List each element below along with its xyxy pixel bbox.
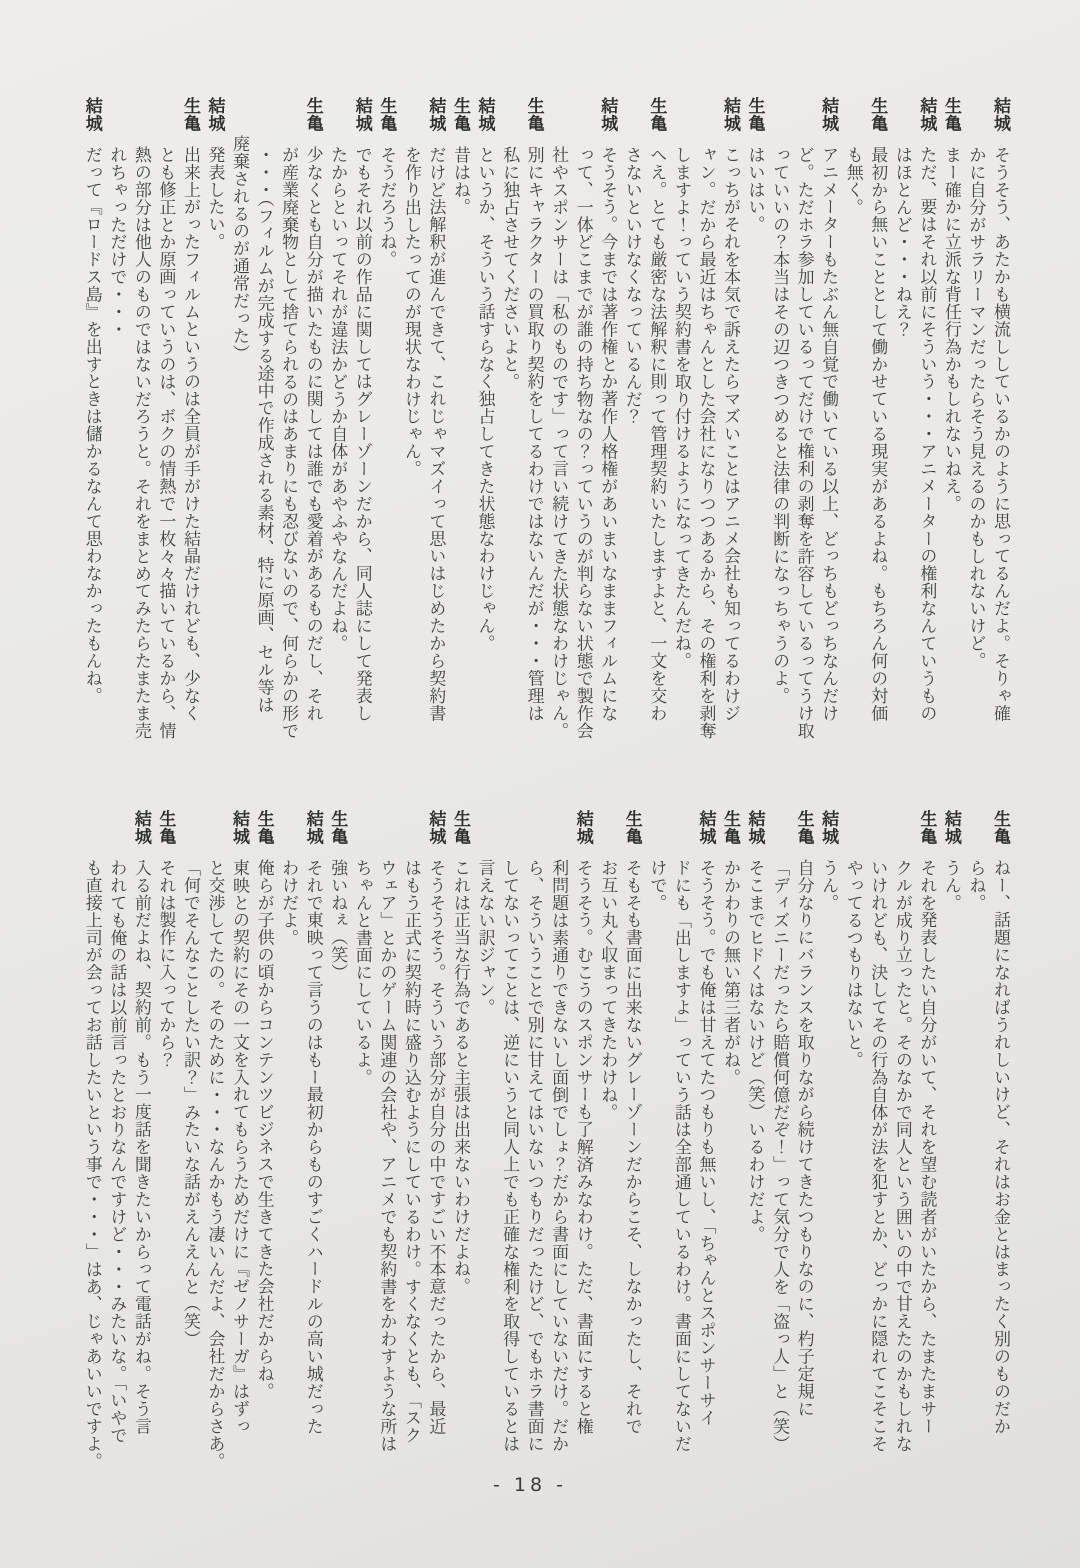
speaker-name: 結城 [940, 810, 961, 845]
dialogue-text: そうそう。むこうのスポンサーも了解済みなわけ。ただ、書面にすると権 [572, 858, 593, 1435]
speaker-name: 生亀 [327, 810, 348, 845]
dialogue-text: 「何でそんなことしたい訳？」みたいな話がえんえんと（笑） [179, 858, 200, 1348]
dialogue-text: 最初から無いこととして働かせている現実があるよね。もちろん何の対価 [867, 145, 888, 722]
speaker-name: 結城 [425, 810, 446, 845]
dialogue-text: お互い丸く収まってきたわけね。 [597, 858, 618, 1121]
dialogue-text: うん。 [818, 858, 839, 912]
dialogue-continuation-column [227, 97, 252, 795]
dialogue-text: とも修正とか原画っていうのは、ボクの情熱で一枚々々描いているから、情 [155, 145, 176, 740]
dialogue-continuation-column [276, 810, 301, 1551]
speaker-name: 生亀 [253, 810, 274, 845]
speaker-name: 結城 [130, 810, 151, 845]
speaker-name: 結城 [302, 810, 323, 845]
dialogue-column [644, 97, 669, 757]
dialogue-text: ・・・（フィルムが完成する途中で作成される素材、特に原画、セル等は [253, 145, 274, 714]
dialogue-text: けで。 [646, 858, 667, 912]
dialogue-column [423, 97, 448, 757]
speaker-name: 結城 [425, 97, 446, 132]
dialogue-continuation-column [497, 810, 522, 1551]
dialogue-text: らね。 [965, 858, 986, 912]
dialogue-column [914, 97, 939, 757]
dialogue-column [202, 97, 227, 757]
dialogue-continuation-column [546, 810, 571, 1551]
dialogue-column [374, 97, 399, 757]
dialogue-column [717, 97, 742, 757]
dialogue-column [717, 810, 742, 1502]
speaker-name: 結城 [597, 97, 618, 132]
dialogue-continuation-column [840, 810, 865, 1551]
speaker-name: 生亀 [990, 810, 1010, 845]
speaker-name: 結城 [990, 97, 1010, 132]
dialogue-column [987, 810, 1012, 1502]
dialogue-text: ただ、要はそれ以前にそういう・・・アニメーターの権利なんていうもの [916, 145, 937, 722]
speaker-name: 結城 [719, 97, 740, 132]
dialogue-column [619, 810, 644, 1502]
dialogue-continuation-column [570, 97, 595, 806]
dialogue-column [227, 810, 252, 1502]
dialogue-continuation-column [767, 810, 792, 1551]
speaker-name: 生亀 [867, 97, 888, 132]
page-number: - 18 - [493, 1474, 567, 1496]
dialogue-continuation-column [865, 810, 890, 1551]
dialogue-text: しますよ！っていう契約書を取り付けるようになってきたんだね。 [670, 145, 691, 670]
dialogue-continuation-column [177, 810, 202, 1551]
dialogue-text: 私に独占させてくださいよと。 [499, 145, 520, 391]
dialogue-text: ど。ただホラ参加しているってだけで権利の剥奪を許容しているってうけ取 [793, 145, 814, 740]
dialogue-continuation-column [595, 810, 620, 1551]
dialogue-continuation-column [644, 810, 669, 1551]
speaker-name: 結城 [744, 810, 765, 845]
speaker-name: 結城 [818, 97, 839, 132]
dialogue-text: 発表したい。 [204, 145, 225, 251]
dialogue-text: 俺らが子供の頃からコンテンツビジネスで生きてきた会社だからね。 [253, 858, 274, 1400]
dialogue-text: っていいの？本当はその辺つきつめると法律の判断になっちゃうのよ。 [769, 145, 790, 705]
dialogue-text: 強いねぇ（笑） [327, 858, 348, 982]
dialogue-text: というか、そういう話すらなく独占してきた状態なわけじゃん。 [474, 145, 495, 652]
dialogue-continuation-column [767, 97, 792, 806]
dialogue-text: も直接上司が会ってお話したいという事で・・・」はあ、じゃあいいですよ。 [81, 858, 102, 1470]
dialogue-text: が産業廃棄物として捨てられるのはあまりにも忍びないので、何らかの形で [278, 145, 299, 740]
dialogue-text: れちゃっただけで・・・ [106, 145, 127, 338]
dialogue-text: それで東映って言うのはもー最初からものすごくハードルの高い城だった [302, 858, 323, 1435]
dialogue-text: たからといってそれが違法かどうか自体があやふやなんだよね。 [327, 145, 348, 652]
dialogue-text: はいはい。 [744, 145, 765, 234]
dialogue-text: さないといけなくなっているんだ？ [621, 145, 642, 426]
speaker-name: 生亀 [744, 97, 765, 132]
dialogue-continuation-column [251, 97, 276, 806]
dialogue-column [521, 97, 546, 757]
speaker-name: 生亀 [621, 810, 642, 845]
dialogue-text: 入る前だよね、契約前。もう一度話を聞きたいからって電話がね。そう言 [130, 858, 151, 1435]
dialogue-column [742, 97, 767, 757]
dialogue-text: 出来上がったフィルムというのは全員が手がけた結晶だけれども、少なく [179, 145, 200, 722]
dialogue-text: でもそれ以前の作品に関してはグレーゾーンだから、同人誌にして発表し [351, 145, 372, 722]
dialogue-text: それを発表したい自分がいて、それを望む読者がいたから、たまたまサー [916, 858, 937, 1435]
speaker-name: 生亀 [449, 810, 470, 845]
dialogue-text: って、一体どこまでが誰の持ち物なの？っていうのが判らない状態で製作会 [572, 145, 593, 740]
dialogue-continuation-column [963, 97, 988, 806]
speaker-name: 結城 [818, 810, 839, 845]
dialogue-text: 昔はね。 [449, 145, 470, 216]
dialogue-text: と交渉してたの。そのために・・・なんかもう凄いんだよ、会社だからさあ。 [204, 858, 225, 1470]
dialogue-column [742, 810, 767, 1502]
dialogue-text: 言えない訳ジャン。 [474, 858, 495, 1016]
dialogue-continuation-column [128, 97, 153, 806]
dialogue-continuation-column [104, 810, 129, 1551]
dialogue-continuation-column [374, 810, 399, 1551]
dialogue-continuation-column [79, 810, 104, 1551]
dialogue-text: 社やスポンサーは「私のものです」って言い続けてきた状態なわけじゃん。 [548, 145, 569, 740]
dialogue-text: はもう正式に契約時に盛り込むようにしているわけ。すくなくとも、「スク [400, 858, 421, 1444]
speaker-name: 結城 [81, 97, 102, 132]
speaker-name: 生亀 [793, 810, 814, 845]
dialogue-column [816, 97, 841, 757]
dialogue-column [447, 97, 472, 757]
dialogue-text: それは製作に入ってから？ [155, 858, 176, 1069]
dialogue-continuation-column [546, 97, 571, 806]
dialogue-column [79, 97, 104, 757]
dialogue-text: そうそう、あたかも横流ししているかのように思ってるんだよ。そりゃ確 [990, 145, 1010, 722]
dialogue-text: わけだよ。 [278, 858, 299, 947]
dialogue-text: そこまでヒドくはないけど（笑）いるわけだよ。 [744, 858, 765, 1243]
dialogue-text: これは正当な行為であると主張は出来ないわけだよね。 [449, 858, 470, 1296]
dialogue-text: クルが成り立ったと。そのなかで同人という囲いの中で甘えたのかもしれな [891, 858, 912, 1453]
dialogue-continuation-column [619, 97, 644, 806]
speaker-name: 生亀 [179, 97, 200, 132]
dialogue-text: も無く。 [842, 145, 863, 216]
speaker-name: 結城 [351, 97, 372, 132]
dialogue-continuation-column [668, 97, 693, 806]
dialogue-column [300, 97, 325, 757]
speaker-name: 結城 [474, 97, 495, 132]
dialogue-continuation-column [791, 97, 816, 806]
dialogue-text: やってるつもりはないと。 [842, 858, 863, 1069]
dialogue-column [570, 810, 595, 1502]
dialogue-column [914, 810, 939, 1502]
dialogue-text: 東映との契約にその一文を入れてもらうためだけに『ゼノサーガ』はずっ [229, 858, 250, 1435]
dialogue-text: してないってことは、逆にいうと同人上でも正確な権利を取得しているとは [499, 858, 520, 1453]
dialogue-text: へえ。とても厳密な法解釈に則って管理契約いたしますよと、一文を交わ [646, 145, 667, 722]
dialogue-column [865, 97, 890, 757]
dialogue-continuation-column [840, 97, 865, 806]
dialogue-column [423, 810, 448, 1502]
speaker-name: 結城 [695, 810, 716, 845]
dialogue-text: ちゃんと書面にしているよ。 [351, 858, 372, 1086]
speaker-name: 生亀 [302, 97, 323, 132]
dialogue-text: を作り出したってのが現状なわけじゃん。 [400, 145, 421, 478]
dialogue-text: だって『ロードス島』を出すときは儲かるなんて思わなかったもんね。 [81, 145, 102, 705]
dialogue-column [791, 810, 816, 1502]
dialogue-text: うん。 [940, 858, 961, 912]
dialogue-column [693, 810, 718, 1502]
dialogue-continuation-column [889, 810, 914, 1551]
dialogue-text: まー確かに立派な背任行為かもしれないねえ。 [940, 145, 961, 513]
dialogue-continuation-column [349, 810, 374, 1551]
dialogue-continuation-column [104, 97, 129, 806]
dialogue-continuation-column [153, 97, 178, 806]
dialogue-text: ウェア」とかのゲーム関連の会社や、アニメでも契約書をかわすような所は [376, 858, 397, 1453]
dialogue-continuation-column [202, 810, 227, 1551]
dialogue-text: そうだろうね。 [376, 145, 397, 269]
speaker-name: 結城 [204, 97, 225, 132]
dialogue-column [153, 810, 178, 1502]
dialogue-text: こっちがそれを本気で訴えたらマズいことはアニメ会社も知ってるわけジ [719, 145, 740, 722]
dialogue-continuation-column [325, 97, 350, 806]
speaker-name: 生亀 [916, 810, 937, 845]
dialogue-block-top [78, 97, 1012, 757]
dialogue-column [938, 810, 963, 1502]
dialogue-continuation-column [889, 97, 914, 806]
dialogue-column [816, 810, 841, 1502]
dialogue-column [325, 810, 350, 1502]
dialogue-text: そうそう。でも俺は甘えてたつもりも無いし、「ちゃんとスポンサーサイ [695, 858, 716, 1427]
dialogue-column [251, 810, 276, 1502]
dialogue-continuation-column [693, 97, 718, 806]
dialogue-continuation-column [668, 810, 693, 1551]
speaker-name: 生亀 [646, 97, 667, 132]
dialogue-text: 自分なりにバランスを取りながら続けてきたつもりなのに、杓子定規に [793, 858, 814, 1418]
speaker-name: 生亀 [940, 97, 961, 132]
dialogue-continuation-column [398, 97, 423, 806]
dialogue-text: ャン。だから最近はちゃんとした会社になりつつあるから、その権利を剥奪 [695, 145, 716, 740]
dialogue-column [447, 810, 472, 1502]
dialogue-column [938, 97, 963, 757]
speaker-name: 結城 [572, 810, 593, 845]
speaker-name: 結城 [229, 810, 250, 845]
dialogue-text: アニメーターもたぶん無自覚で働いている以上、どっちもどっちなんだけ [818, 145, 839, 722]
dialogue-text: 熱の部分は他人のものではないだろうと。それをまとめてみたらたまたま売 [130, 145, 151, 740]
dialogue-column [987, 97, 1012, 757]
dialogue-text: だけど法解釈が進んできて、これじゃマズイって思いはじめたから契約書 [425, 145, 446, 722]
dialogue-text: われても俺の話は以前言ったとおりなんですけど・・・みたいな。「いやで [106, 858, 127, 1444]
speaker-name: 生亀 [449, 97, 470, 132]
speaker-name: 生亀 [523, 97, 544, 132]
dialogue-text: 利問題は素通りできないし面倒でしょ？だから書面にしていないだけ。だか [548, 858, 569, 1453]
dialogue-continuation-column [472, 810, 497, 1551]
dialogue-column [349, 97, 374, 757]
dialogue-text: そうそうそう。そういう部分が自分の中ですごい不本意だったから、最近 [425, 858, 446, 1435]
dialogue-column [300, 810, 325, 1502]
dialogue-continuation-column [521, 810, 546, 1551]
dialogue-column [595, 97, 620, 757]
dialogue-column [177, 97, 202, 757]
dialogue-text: ねー、話題になればうれしいけど、それはお金とはまったく別のものだか [990, 858, 1010, 1435]
speaker-name: 生亀 [719, 810, 740, 845]
dialogue-text: 「ディズニーだったら賠償何億だぞ！」って気分で人を「盗っ人」と（笑） [769, 858, 790, 1453]
speaker-name: 生亀 [376, 97, 397, 132]
speaker-name: 生亀 [155, 810, 176, 845]
dialogue-text: 少なくとも自分が描いたものに関しては誰でも愛着があるものだし、それ [302, 145, 323, 722]
dialogue-text: 別にキャラクターの買取り契約をしてるわけではないんだが・・・管理は [523, 145, 544, 722]
dialogue-text: ドにも「出しますよ」っていう話は全部通しているわけ。書面にしてないだ [670, 858, 691, 1453]
dialogue-text: ら、そういうことで別に甘えてはいないつもりだったけど、でもホラ書面に [523, 858, 544, 1453]
dialogue-block-bottom [78, 810, 1012, 1502]
speaker-name: 結城 [916, 97, 937, 132]
dialogue-continuation-column [497, 97, 522, 806]
dialogue-column [128, 810, 153, 1502]
dialogue-continuation-column [963, 810, 988, 1551]
dialogue-text: はほとんど・・・ねえ？ [891, 145, 912, 338]
dialogue-continuation-column [398, 810, 423, 1551]
dialogue-text: いけれども、決してその行為自体が法を犯すとか、どっかに隠れてこそこそ [867, 858, 888, 1453]
dialogue-text: かかわりの無い第三者がね。 [719, 858, 740, 1086]
dialogue-text: そもそも書面に出来ないグレーゾーンだからこそ、しなかったし、それで [621, 858, 642, 1435]
dialogue-continuation-column [276, 97, 301, 806]
dialogue-text: かに自分がサラリーマンだったらそう見えるのかもしれないけど。 [965, 145, 986, 670]
dialogue-text: そうそう。今までは著作権とか著作人格権があいまいなままフィルムにな [597, 145, 618, 722]
dialogue-text: 廃棄されるのが通常だった） [229, 135, 250, 363]
dialogue-column [472, 97, 497, 757]
